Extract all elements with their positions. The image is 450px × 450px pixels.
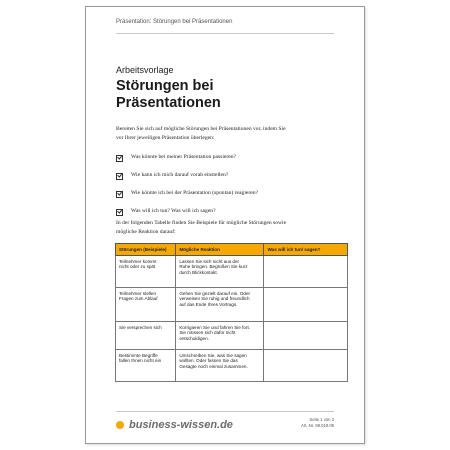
- cell-line: Sie versprechen sich: [119, 324, 162, 330]
- business-wissen-logo[interactable]: [116, 419, 233, 431]
- page-info: [301, 417, 334, 429]
- checklist-item: [116, 190, 346, 208]
- column-header-tun: Was will ich tun/ sagen?: [264, 244, 348, 256]
- cell-line: wollten. Oder fassen Sie das: [179, 358, 238, 364]
- cell-reaktion: [176, 350, 264, 382]
- logo-dot-icon: [116, 421, 124, 429]
- cell-tun[interactable]: [264, 288, 348, 322]
- cell-line: Teilnehmer stellen: [119, 290, 157, 296]
- cell-line: Lassen Sie sich nicht aus der: [179, 258, 240, 264]
- logo-text: business-wissen.de: [129, 419, 233, 431]
- para2-line-2: mögliche Reaktion darauf:: [116, 228, 176, 235]
- para2-line-1: In der folgenden Tabelle finden Sie Beispiele für mögliche Störungen sowie: [116, 220, 287, 226]
- checkbox-icon: [116, 209, 123, 216]
- title-line-1: Störungen bei: [116, 78, 214, 94]
- cell-tun[interactable]: [264, 256, 348, 288]
- table-intro-paragraph: [116, 219, 341, 236]
- cell-tun[interactable]: [264, 350, 348, 382]
- cell-line: Korrigieren Sie und fahren Sie fort.: [179, 324, 251, 330]
- checklist-item-label: Was könnte bei meiner Präsentation passieren?: [131, 154, 237, 160]
- cell-stoerung: [116, 350, 176, 382]
- article-number: Art.-Nr. 99.019.08: [300, 423, 334, 428]
- cell-line: entschuldigen.: [179, 335, 209, 341]
- cell-line: Sie müssen sich dafür nicht: [179, 330, 236, 336]
- page-number: Seite 1 von 2: [309, 417, 334, 422]
- cell-reaktion: [176, 322, 264, 350]
- checklist-item: [116, 172, 346, 190]
- checklist-item-label: Wie kann ich mich darauf vorab einstellen?: [131, 172, 229, 178]
- intro-line-2: vor Ihrer jeweiligen Präsentation überlegen:: [116, 134, 215, 141]
- cell-line: Fragen zum Ablauf: [119, 296, 158, 302]
- checklist-item-label: Was will ich tun? Was will ich sagen?: [131, 208, 216, 214]
- document-kicker: Arbeitsvorlage: [116, 65, 174, 75]
- checkbox-icon: [116, 173, 123, 180]
- checkbox-icon: [116, 191, 123, 198]
- cell-line: nicht oder zu spät: [119, 264, 156, 270]
- checkbox-icon: [116, 155, 123, 162]
- footer-divider: [116, 411, 334, 412]
- cell-line: Bestimmte Begriffe: [119, 352, 158, 358]
- column-header-reaktion: Mögliche Reaktion: [176, 244, 264, 256]
- table-row: [116, 350, 348, 382]
- column-header-stoerungen: Störungen (Beispiele): [116, 244, 176, 256]
- title-line-2: Präsentationen: [116, 95, 221, 111]
- table-row: [116, 322, 348, 350]
- cell-stoerung: [116, 288, 176, 322]
- cell-reaktion: [176, 256, 264, 288]
- table-header-row: [116, 244, 348, 256]
- cell-line: fallen Ihnen nicht ein: [119, 358, 162, 364]
- cell-line: durch Blickkontakt.: [179, 269, 218, 275]
- cell-stoerung: [116, 256, 176, 288]
- running-header: Präsentation: Störungen bei Präsentationen: [116, 19, 233, 25]
- cell-line: Teilnehmer kommt: [119, 258, 157, 264]
- cell-tun[interactable]: [264, 322, 348, 350]
- document-page: [85, 6, 365, 444]
- checklist-item-label: Wie könnte ich bei der Präsentation (spontan) reagieren?: [131, 190, 258, 196]
- intro-paragraph: [116, 125, 336, 142]
- table-row: [116, 288, 348, 322]
- intro-line-1: Bereiten Sie sich auf mögliche Störungen bei Präsentationen vor, indem Sie: [116, 126, 286, 132]
- cell-line: Gesagte noch einmal zusammen.: [179, 363, 248, 369]
- question-checklist: [116, 154, 346, 226]
- checklist-item: [116, 154, 346, 172]
- table-row: [116, 256, 348, 288]
- cell-reaktion: [176, 288, 264, 322]
- cell-line: Gehen Sie gezielt darauf ein. Oder: [179, 290, 251, 296]
- cell-line: verweisen Sie ruhig und freundlich: [179, 296, 250, 302]
- cell-stoerung: [116, 322, 176, 350]
- header-divider: [116, 33, 334, 34]
- cell-line: Ruhe bringen. Begrüßen Sie kurz: [179, 264, 248, 270]
- cell-line: auf das Ende Ihres Vortrags.: [179, 301, 238, 307]
- disruptions-table: [115, 243, 348, 382]
- document-title: [116, 78, 356, 112]
- cell-line: Umschreiben Sie, was Sie sagen: [179, 352, 247, 358]
